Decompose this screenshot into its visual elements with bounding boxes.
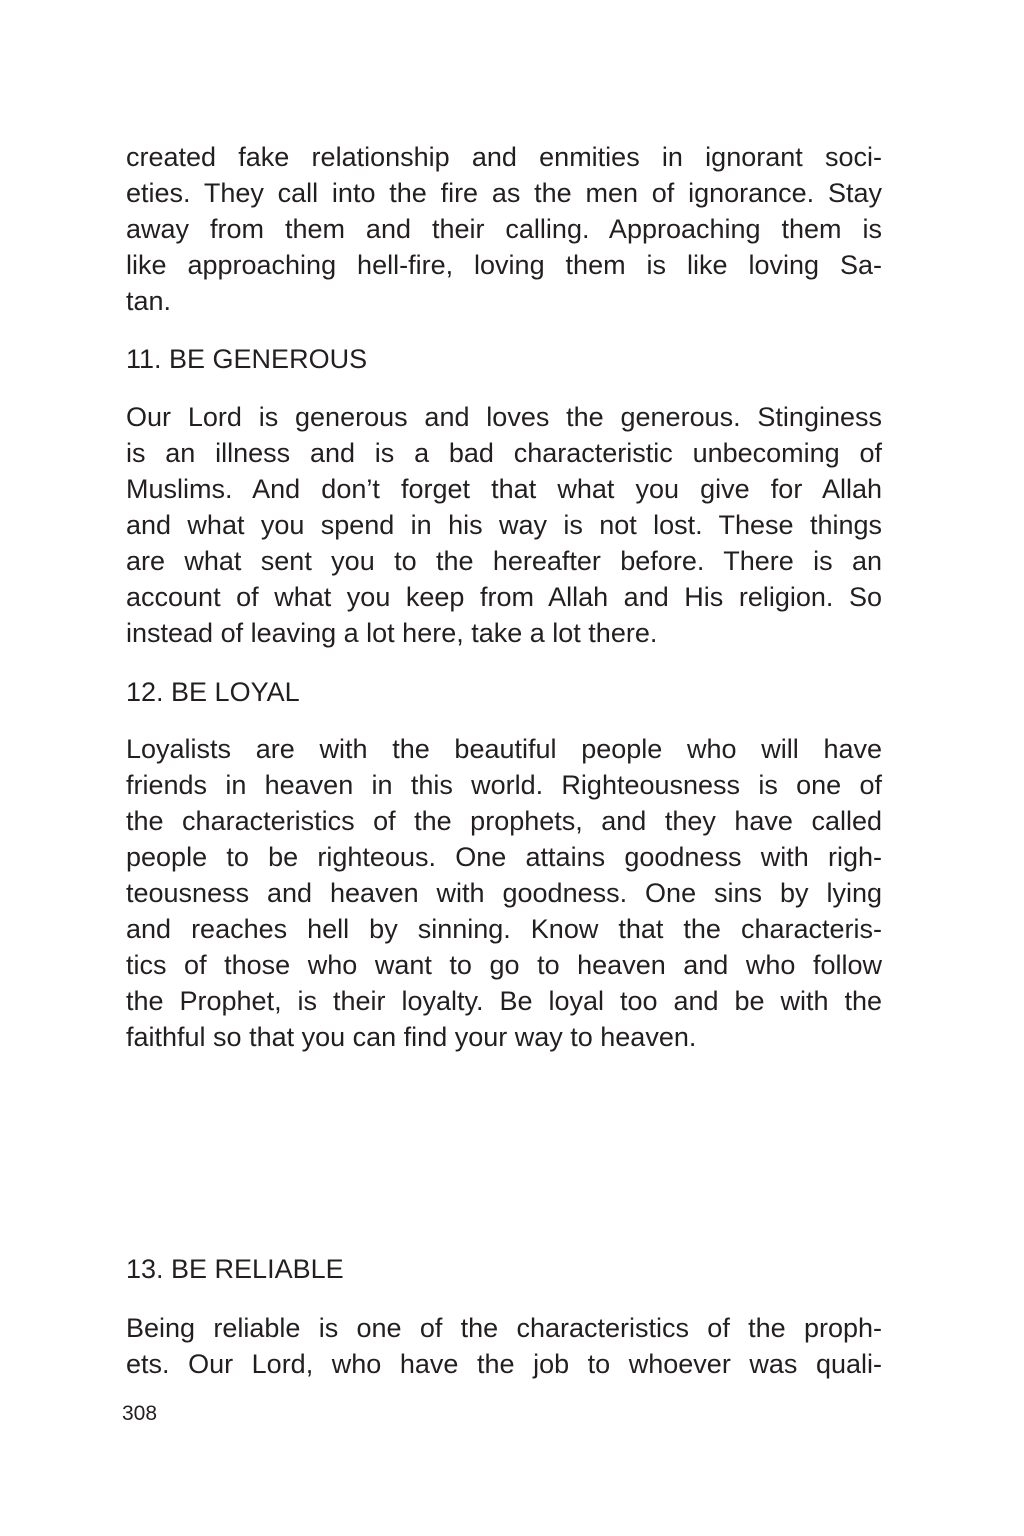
text-line: and what you spend in his way is not lost. These things bbox=[126, 510, 882, 540]
text-line: are what sent you to the hereafter before. There is an bbox=[126, 546, 882, 576]
text-line: and reaches hell by sinning. Know that the characteris- bbox=[126, 914, 882, 944]
text-line: tan. bbox=[126, 286, 172, 316]
text-line: people to be righteous. One attains goodness with righ- bbox=[126, 842, 882, 872]
paragraph-be-loyal bbox=[126, 731, 882, 1055]
text-line: ets. Our Lord, who have the job to whoever was quali- bbox=[126, 1349, 882, 1379]
text-line: Our Lord is generous and loves the generous. Stinginess bbox=[126, 402, 882, 432]
text-line: Muslims. And don’t forget that what you give for Allah bbox=[126, 474, 882, 504]
text-line: Being reliable is one of the characteristics of the proph- bbox=[126, 1313, 882, 1343]
text-line: eties. They call into the fire as the men of ignorance. Stay bbox=[126, 178, 882, 208]
paragraph-be-generous bbox=[126, 399, 882, 651]
section-heading-be-loyal: 12. BE LOYAL bbox=[126, 677, 300, 707]
text-line: instead of leaving a lot here, take a lot there. bbox=[126, 618, 658, 648]
text-line: Loyalists are with the beautiful people who will have bbox=[126, 734, 882, 764]
text-line: away from them and their calling. Approaching them is bbox=[126, 214, 882, 244]
paragraph-continued bbox=[126, 139, 882, 319]
text-line: created fake relationship and enmities in ignorant soci- bbox=[126, 142, 882, 172]
text-line: friends in heaven in this world. Righteousness is one of bbox=[126, 770, 882, 800]
text-line: is an illness and is a bad characteristic unbecoming of bbox=[126, 438, 882, 468]
text-line: the Prophet, is their loyalty. Be loyal too and be with the bbox=[126, 986, 882, 1016]
section-heading-be-reliable: 13. BE RELIABLE bbox=[126, 1254, 344, 1284]
section-heading-be-generous: 11. BE GENEROUS bbox=[126, 344, 368, 374]
text-line: faithful so that you can find your way to heaven. bbox=[126, 1022, 697, 1052]
text-line: the characteristics of the prophets, and they have called bbox=[126, 806, 882, 836]
text-line: teousness and heaven with goodness. One sins by lying bbox=[126, 878, 882, 908]
paragraph-be-reliable bbox=[126, 1310, 882, 1382]
text-line: tics of those who want to go to heaven and who follow bbox=[126, 950, 882, 980]
text-line: account of what you keep from Allah and His religion. So bbox=[126, 582, 882, 612]
page-number: 308 bbox=[122, 1402, 158, 1425]
text-line: like approaching hell-fire, loving them is like loving Sa- bbox=[126, 250, 882, 280]
